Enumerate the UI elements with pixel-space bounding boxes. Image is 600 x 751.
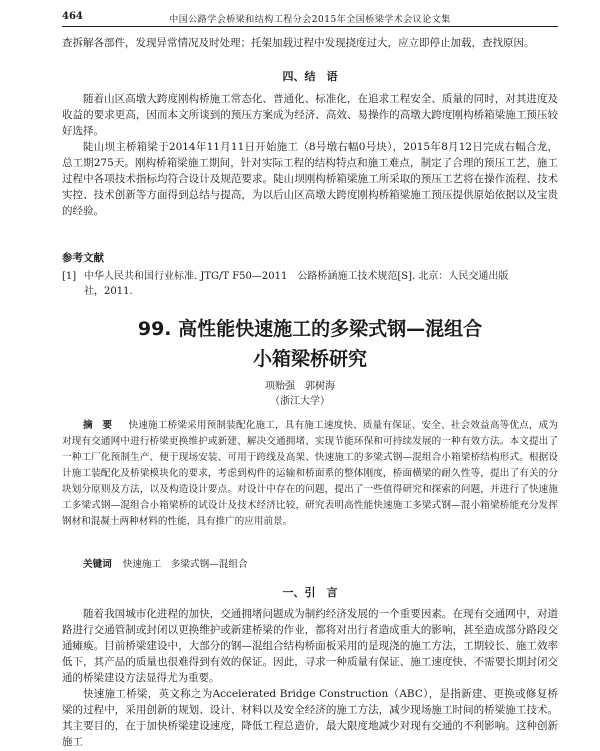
title-line: 99. 高性能快速施工的多梁式钢—混组合: [137, 318, 483, 340]
reference-number: [1]: [62, 271, 77, 282]
reference-text-cont: 社，2011.: [84, 286, 133, 297]
title-line: 小箱梁桥研究: [252, 348, 367, 370]
prev-article-top-paragraph: [62, 35, 558, 51]
authors: 项贻强 郭树海: [265, 381, 335, 392]
affiliation: （浙江大学）: [270, 396, 330, 407]
keywords-label: 关键词: [83, 559, 112, 570]
references-heading: 参考文献: [62, 252, 104, 264]
abstract: [62, 418, 558, 530]
intro-body: [62, 606, 558, 750]
article-title: [62, 314, 558, 374]
abstract-text: 快速施工桥梁采用预制装配化施工，具有施工速度快、质量有保证、安全、社会效益高等优点，成为对现有交通网中进行桥梁更换维护或新建、解决交通拥堵、实现节能环保和可持续发展的一种有效方法。本文提出了一种工厂化预制生产、便于现场安装、可用于跨线及高架、快速施工的多梁式钢—混组合小箱梁桥结构形式。根据设计施工装配化及桥梁模块化的要求，考虑到构件的运输和桥面系的整体刚度，桥面横梁的耐久性等，提出了有关的分块划分原则及方法，以及构造设计要点。对设计中存在的问题，提出了一些值得研究和探索的问题，并进行了快速施工多梁式钢—混组合小箱梁桥的试设计及技术经济比较，研究表明高性能快速施工多梁式钢—混小箱梁桥能充分发挥钢材和混凝土两种材料的性能，具有推广的应用前景。: [62, 420, 559, 527]
paragraph: 快速施工桥梁，英文称之为Accelerated Bridge Construction（ABC），是指新建、更换或修复桥梁的过程中，采用创新的规划、设计、材料以及安全经济的施工方法，减少现场施工时间的桥梁施工技术。其主要目的，在于加快桥梁建设速度，降低工程总造价，最大限度地减少对现有交通的不利影响。这种创新施工: [62, 688, 558, 748]
reference-text: 中华人民共和国行业标准. JTG/T F50—2011 公路桥涵施工技术规范[S]. 北京：人民交通出版: [84, 271, 509, 282]
paragraph: 陡山坝主桥箱梁于2014年11月11日开始施工（8号墩右幅0号块），2015年8月12日完成右幅合龙，总工期275天。刚构桥箱梁施工期间，针对实际工程的结构特点和施工难点，制定了合理的预压工艺，施工过程中各项技术指标均符合设计及规范要求。陡山坝刚构桥箱梁施工所采取的预压工艺将在操作流程、技术实控、技术创新等方面得到总结与提高，为以后山区高墩大跨度刚构桥箱梁施工预压提供原始依据以及宝贵的经验。: [62, 141, 558, 217]
paragraph: 查拆解各部件，发现异常情况及时处理；托架加载过程中发现挠度过大，应立即停止加载，查找原因。: [62, 37, 535, 49]
intro-heading: 一、引 言: [282, 586, 338, 599]
conclusion-heading: 四、结 语: [282, 70, 338, 83]
keywords-line: [83, 556, 248, 570]
running-header: [62, 10, 558, 27]
keywords: 快速施工 多梁式钢—混组合: [122, 559, 248, 570]
reference-item: [62, 269, 558, 299]
paragraph: 随着我国城市化进程的加快，交通拥堵问题成为制约经济发展的一个重要因素。在现有交通网中，对道路进行交通管制或封闭以更换维护或新建桥梁的作业，都将对出行者造成重大的影响，甚至造成部分路段交通瘫痪。目前桥梁建设中，大部分的钢—混组合结构桥面板采用的是现浇的施工方法，工期较长、施工效率低下，其产品的质量也很难得到有效的保证。因此，寻求一种质量有保证、施工速度快、不需要长期封闭交通的桥梁建设方法显得尤为重要。: [62, 608, 558, 684]
paragraph: 随着山区高墩大跨度刚构桥施工常态化、普通化、标准化，在追求工程安全、质量的同时，对其进度及收益的要求更高，因而本文所谈到的预压方案成为经济、高效、易操作的高墩大跨度刚构桥箱梁施工预压较好选择。: [62, 93, 558, 137]
page-number: 464: [62, 11, 83, 22]
running-title: 中国公路学会桥梁和结构工程分会2015年全国桥梁学术会议论文集: [169, 15, 451, 25]
abstract-label: 摘 要: [83, 420, 113, 431]
conclusion-body: [62, 91, 558, 219]
